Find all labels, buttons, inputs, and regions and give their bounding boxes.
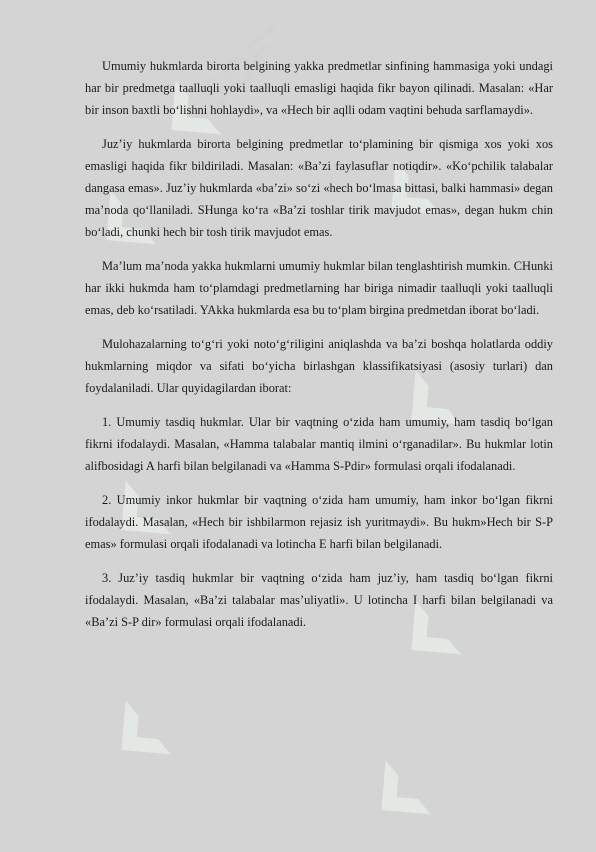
paragraph-juziy-tasdiq: 3. Juz’iy tasdiq hukmlar bir vaqtning o‘zida ham juz’iy, ham tasdiq bo‘lgan fikrni ifodalaydi. Masalan, «Ba’zi talabalar mas’uliyatli». U lotincha I harfi bilan belgilanadi va «Ba’zi S-P dir» formulasi orqali ifodalanadi.: [85, 571, 553, 629]
svg-text:SOFT: SOFT: [189, 9, 310, 120]
paragraph-umumiy-tasdiq: 1. Umumiy tasdiq hukmlar. Ular bir vaqtning o‘zida ham umumiy, ham tasdiq bo‘lgan fikrni ifodalaydi. Masalan, «Hamma talabalar mantiq ilmini o‘rganadilar». Bu hukmlar lotin alifbosidagi A harfi bilan belgilanadi va «Hamma S-Pdir» formulasi orqali ifodalanadi.: [85, 415, 553, 473]
paragraph-yakka-hukmlar: Ma’lum ma’noda yakka hukmlarni umumiy hukmlar bilan tenglashtirish mumkin. CHunki har ikki hukmda ham to‘plamdagi predmetlarning har biriga nimadir taalluqli yoki taalluqli emas, deb ko‘rsatiladi. YAkka hukmlarda esa bu to‘plam birgina predmetdan iborat bo‘ladi.: [85, 259, 553, 317]
paragraph-umumiy-inkor: 2. Umumiy inkor hukmlar bir vaqtning o‘zida ham umumiy, ham inkor bo‘lgan fikrni ifodalaydi. Masalan, «Hech bir ishbilarmon rejasiz ish yuritmaydi». Bu hukm»Hech bir S-P emas» formulasi orqali ifodalanadi va lotincha E harfi bilan belgilanadi.: [85, 493, 553, 551]
watermark-logo: [89, 622, 262, 787]
paragraph-umumiy-hukmlar: Umumiy hukmlarda birorta belgining yakka predmetlar sinfining hammasiga yoki undagi har bir predmetga taalluqli yoki taalluqli emasligi haqida fikr bayon qilinadi. Masalan: «Har bir inson baxtli bo‘lishni hohlaydi», va «Hech bir aqlli odam vaqtini behuda sarflamaydi».: [85, 59, 553, 117]
document-body: [85, 55, 553, 645]
watermark-logo: [349, 682, 522, 847]
paragraph-klassifikatsiya: Mulohazalarning to‘g‘ri yoki noto‘g‘riligini aniqlashda va ba’zi boshqa holatlarda oddiy hukmlarning miqdor va sifati bo‘yicha birlashgan klassifikatsiyasi (asosiy turlari) dan foydalaniladi. Ular quyidagilardan iborat:: [85, 337, 553, 395]
paragraph-juziy-hukmlar: Juz’iy hukmlarda birorta belgining predmetlar to‘plamining bir qismiga xos yoki xos emasligi haqida fikr bildiriladi. Masalan: «Ba’zi faylasuflar notiqdir». «Ko‘pchilik talabalar dangasa emas». Juz’iy hukmlarda «ba’zi» so‘zi «hech bo‘lmasa bittasi, balki hammasi» degan ma’noda qo‘llaniladi. SHunga ko‘ra «Ba’zi toshlar tirik mavjudot emas», degan hukm chin bo‘ladi, chunki hech bir tosh tirik mavjudot emas.: [85, 137, 553, 239]
